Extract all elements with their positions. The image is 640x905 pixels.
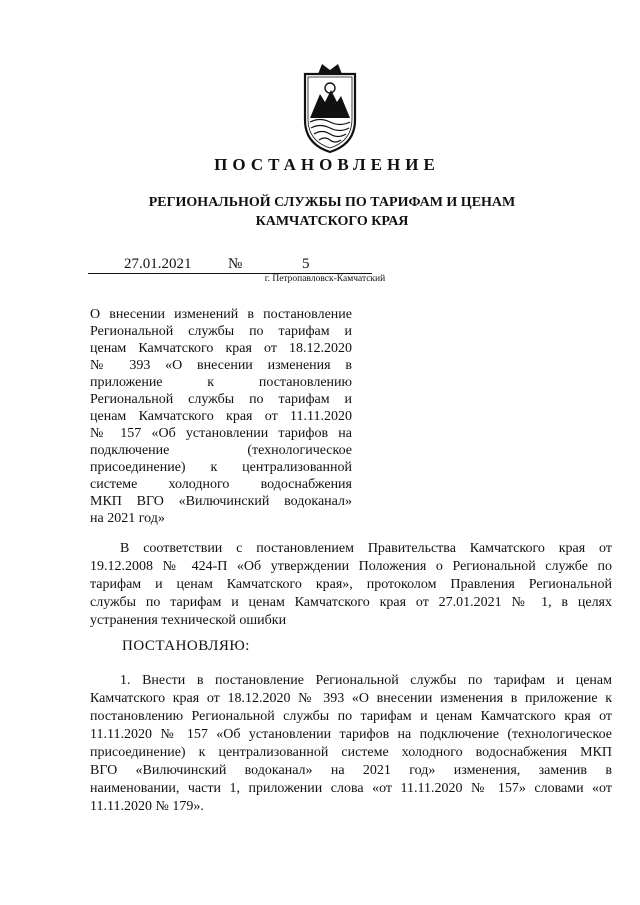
resolution-item-1 <box>90 672 612 816</box>
document-subject <box>90 306 352 527</box>
subject-line: ценам Камчатского края от 11.11.2020 <box>90 409 352 424</box>
subject-line: № 157 «Об установлении тарифов на <box>90 426 352 441</box>
document-number: 5 <box>302 256 310 272</box>
issue-city: г. Петропавловск-Камчатский <box>264 274 386 284</box>
kamchatka-coat-of-arms-icon <box>300 62 360 154</box>
number-sign: № <box>228 256 243 272</box>
subject-line: приложение к постановлению <box>90 375 352 390</box>
issuing-authority <box>0 193 640 231</box>
paragraph-line: службы по тарифам и ценам Камчатского края от 27.01.2021 № 1, в целях <box>90 595 612 610</box>
paragraph-line: присоединение) к централизованной системе холодного водоснабжения МКП <box>90 745 612 760</box>
paragraph-line: 11.11.2020 № 157 «Об установлении тарифов на подключение (технологическое <box>90 727 612 742</box>
document-title: ПОСТАНОВЛЕНИЕ <box>214 155 440 174</box>
document-date: 27.01.2021 <box>124 256 192 272</box>
subject-line: Региональной службы по тарифам и <box>90 324 352 339</box>
paragraph-line: устранения технической ошибки <box>90 613 287 628</box>
legal-basis-paragraph <box>90 540 612 630</box>
subject-line: на 2021 год» <box>90 511 165 526</box>
paragraph-line: 19.12.2008 № 424-П «Об утверждении Положения о Региональной службе по <box>90 559 612 574</box>
subject-line: Региональной службы по тарифам и <box>90 392 352 407</box>
paragraph-line: 1. Внести в постановление Региональной службы по тарифам и ценам <box>120 673 612 688</box>
paragraph-line: постановлению Региональной службы по тарифам и ценам Камчатского края от <box>90 709 612 724</box>
authority-line: КАМЧАТСКОГО КРАЯ <box>255 214 409 229</box>
date-number-line <box>88 256 378 276</box>
subject-line: ценам Камчатского края от 18.12.2020 <box>90 341 352 356</box>
subject-line: подключение (технологическое <box>90 443 352 458</box>
subject-line: О внесении изменений в постановление <box>90 307 352 322</box>
paragraph-line: ВГО «Вилючинский водоканал» на 2021 год» изменения, заменив в <box>90 763 612 778</box>
authority-line: РЕГИОНАЛЬНОЙ СЛУЖБЫ ПО ТАРИФАМ И ЦЕНАМ <box>148 195 516 210</box>
paragraph-line: Камчатского края от 18.12.2020 № 393 «О внесении изменения в приложение к <box>90 691 612 706</box>
subject-line: № 393 «О внесении изменения в <box>90 358 352 373</box>
subject-line: системе холодного водоснабжения <box>90 477 352 492</box>
paragraph-line: 11.11.2020 № 179». <box>90 799 204 814</box>
paragraph-line: В соответствии с постановлением Правительства Камчатского края от <box>120 541 612 556</box>
subject-line: МКП ВГО «Вилючинский водоканал» <box>90 494 352 509</box>
resolution-heading: ПОСТАНОВЛЯЮ: <box>122 638 250 654</box>
paragraph-line: тарифам и ценам Камчатского края», протоколом Правления Региональной <box>90 577 612 592</box>
subject-line: присоединение) к централизованной <box>90 460 352 475</box>
paragraph-line: наименовании, части 1, приложении слова «от 11.11.2020 № 157» словами «от <box>90 781 612 796</box>
